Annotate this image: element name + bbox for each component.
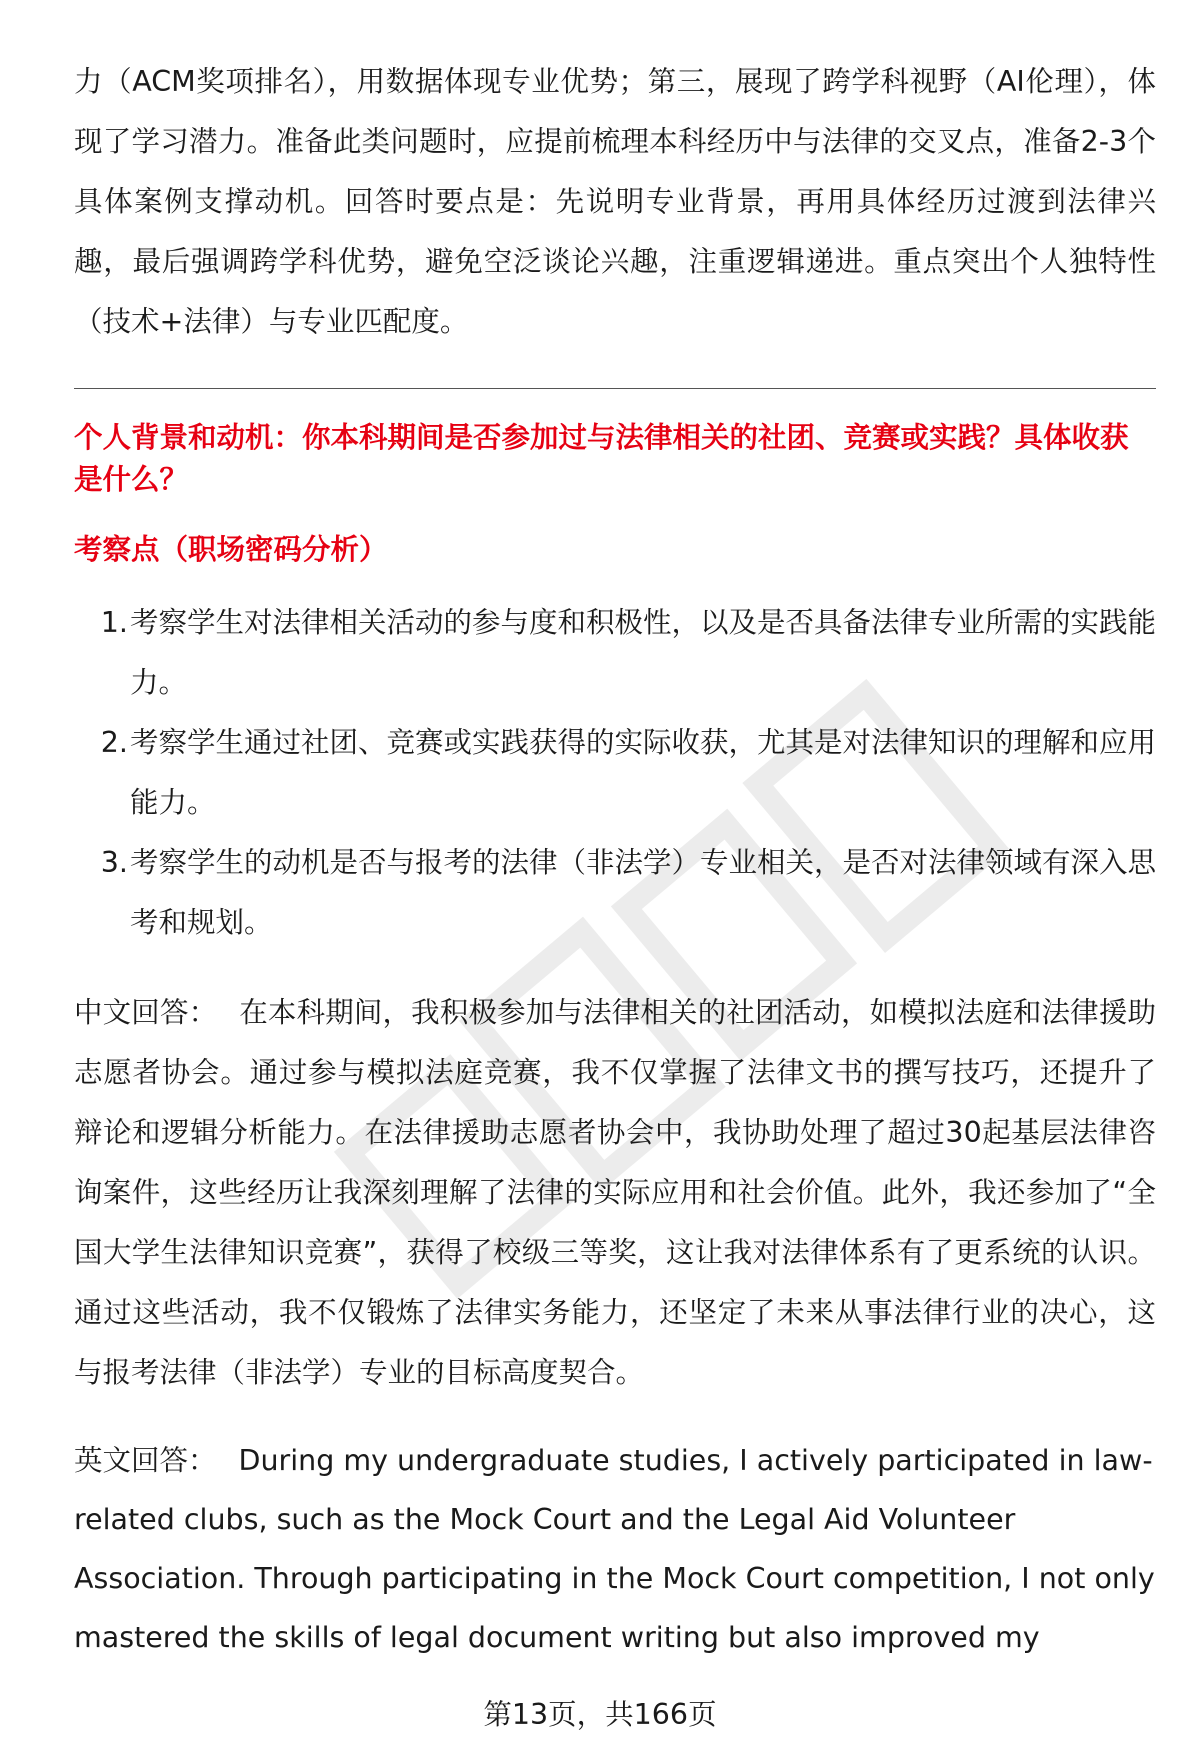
section-divider bbox=[74, 388, 1156, 389]
document-page bbox=[74, 52, 1156, 1696]
page-footer: 第13页，共166页 bbox=[483, 1698, 717, 1731]
list-item-text: 考察学生通过社团、竞赛或实践获得的实际收获，尤其是对法律知识的理解和应用能力。 bbox=[130, 726, 1157, 819]
list-item-number: 3. bbox=[100, 846, 128, 879]
list-item bbox=[74, 713, 1156, 833]
list-item bbox=[74, 833, 1156, 953]
english-answer bbox=[74, 1431, 1156, 1667]
list-item-number: 2. bbox=[100, 726, 128, 759]
list-item-text: 考察学生对法律相关活动的参与度和积极性，以及是否具备法律专业所需的实践能力。 bbox=[130, 606, 1157, 699]
chinese-answer-label: 中文回答： bbox=[74, 996, 218, 1029]
chinese-answer-text: 在本科期间，我积极参加与法律相关的社团活动，如模拟法庭和法律援助志愿者协会。通过参与模拟法庭竞赛，我不仅掌握了法律文书的撰写技巧，还提升了辩论和逻辑分析能力。在法律援助志愿者协会中，我协助处理了超过30起基层法律咨询案件，这些经历让我深刻理解了法律的实际应用和社会价值。此外，我还参加了“全国大学生法律知识竞赛”，获得了校级三等奖，这让我对法律体系有了更系统的认识。通过这些活动，我不仅锻炼了法律实务能力，还坚定了未来从事法律行业的决心，这与报考法律（非法学）专业的目标高度契合。 bbox=[74, 996, 1156, 1389]
chinese-answer bbox=[74, 983, 1156, 1403]
list-item bbox=[74, 593, 1156, 713]
english-answer-text: During my undergraduate studies, I actively participated in law-related clubs, such as the Mock Court and the Legal Aid Volunteer Association. Through participating in the Mock Court competition, I not only mastered the skills of legal document writing but also improved my bbox=[74, 1444, 1155, 1654]
list-item-text: 考察学生的动机是否与报考的法律（非法学）专业相关，是否对法律领域有深入思考和规划。 bbox=[130, 846, 1157, 939]
analysis-section-title: 考察点（职场密码分析） bbox=[74, 533, 388, 566]
list-item-number: 1. bbox=[100, 606, 128, 639]
analysis-points-list bbox=[74, 593, 1156, 953]
question-heading: 个人背景和动机：你本科期间是否参加过与法律相关的社团、竞赛或实践？具体收获是什么？ bbox=[74, 421, 1129, 496]
intro-paragraph: 力（ACM奖项排名），用数据体现专业优势；第三，展现了跨学科视野（AI伦理），体现了学习潜力。准备此类问题时，应提前梳理本科经历中与法律的交叉点，准备2-3个具体案例支撑动机。回答时要点是：先说明专业背景，再用具体经历过渡到法律兴趣，最后强调跨学科优势，避免空泛谈论兴趣，注重逻辑递进。重点突出个人独特性（技术+法律）与专业匹配度。 bbox=[74, 65, 1156, 338]
english-answer-label: 英文回答： bbox=[74, 1444, 217, 1477]
